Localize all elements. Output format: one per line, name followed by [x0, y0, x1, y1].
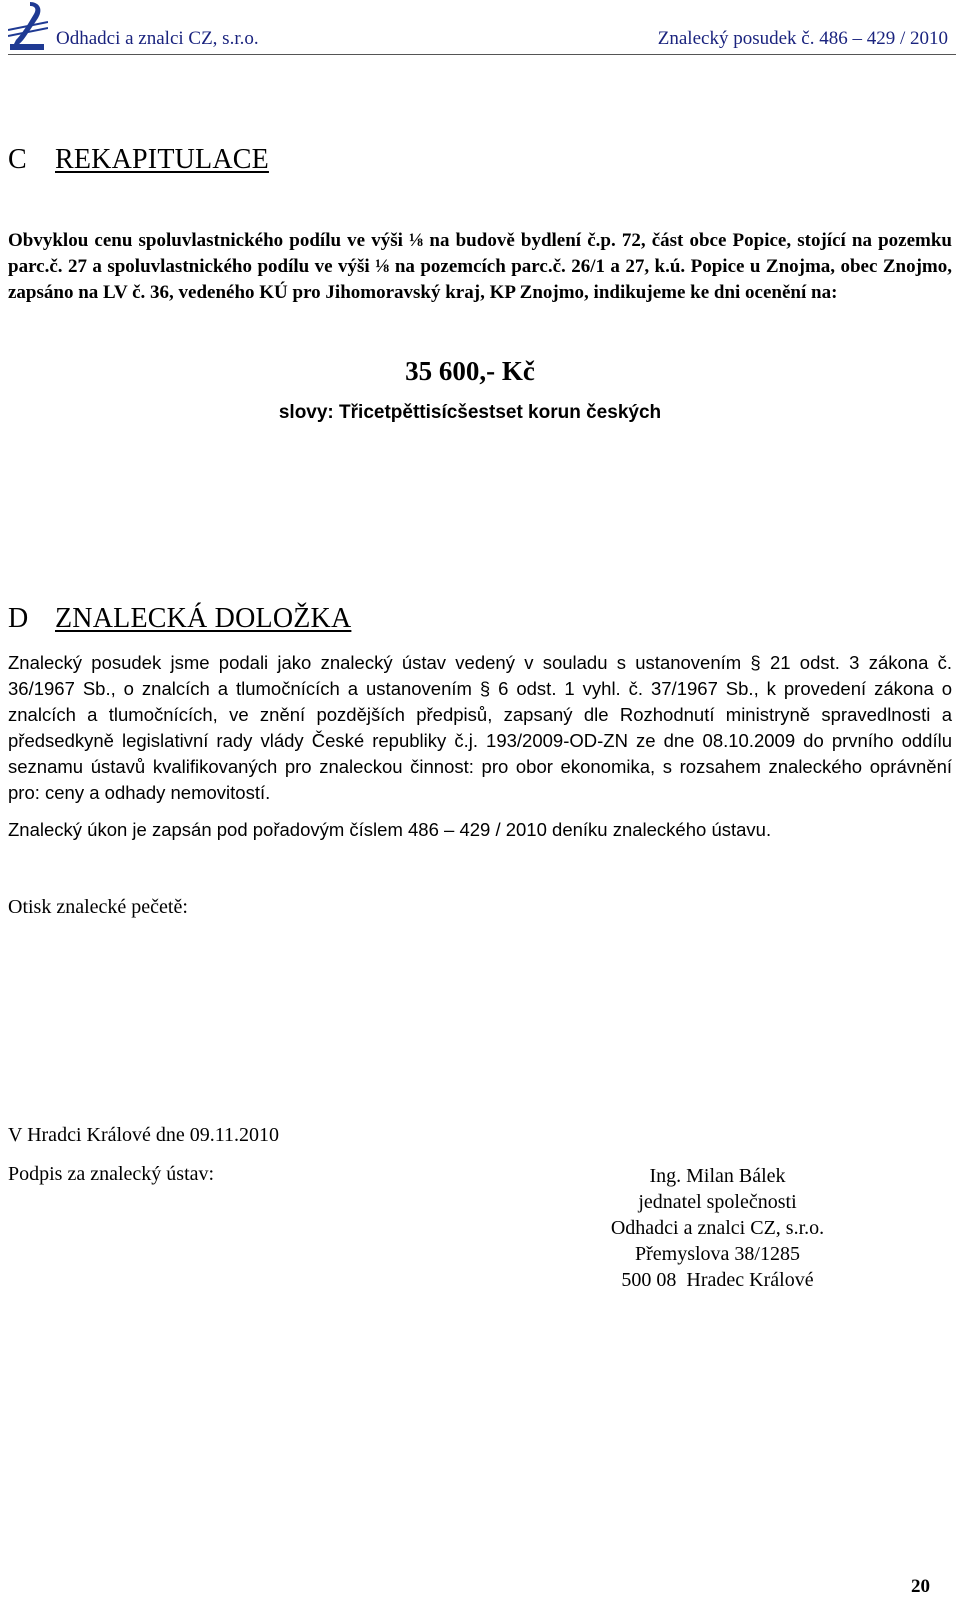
- header-report-number: Znalecký posudek č. 486 – 429 / 2010: [657, 28, 948, 49]
- valuation-price: 35 600,- Kč: [405, 356, 535, 386]
- signer-name: Ing. Milan Bálek: [649, 1165, 786, 1187]
- place-date: V Hradci Králové dne 09.11.2010: [8, 1124, 280, 1146]
- header-company: Odhadci a znalci CZ, s.r.o.: [56, 28, 259, 49]
- section-d-letter: D: [8, 603, 29, 634]
- company-logo: [8, 0, 48, 52]
- page-header: [8, 0, 956, 55]
- signature-label: Podpis za znalecký ústav:: [8, 1163, 215, 1185]
- signer-street: Přemyslova 38/1285: [635, 1243, 800, 1265]
- price-in-words: slovy: Třicetpěttisícšestset korun českých: [278, 402, 662, 423]
- recapitulation-paragraph: Obvyklou cenu spoluvlastnického podílu ve výši ⅛ na budově bydlení č.p. 72, část obce Popice, stojící na pozemku parc.č. 27 a spoluvlastnického podílu ve výši ⅛ na pozemcích parc.č. 26/1 a 27, k.ú. Popice u Znojma, obec Znojmo, zapsáno na LV č. 36, vedeného KÚ pro Jihomoravský kraj, KP Znojmo, indikujeme ke dni ocenění na:: [8, 230, 952, 303]
- signer-role: jednatel společnosti: [638, 1191, 797, 1213]
- page-number: 20: [911, 1576, 930, 1597]
- signer-block: [595, 1163, 840, 1293]
- section-c-title: REKAPITULACE: [55, 144, 269, 175]
- expert-clause-paragraph: Znalecký posudek jsme podali jako znalecký ústav vedený v souladu s ustanovením § 21 odst. 3 zákona č. 36/1967 Sb., o znalcích a tlumočnících a ustanovením § 6 odst. 1 vyhl. č. 37/1967 Sb., k provedení zákona o znalcích a tlumočnících, ve znění pozdějších předpisů, zapsaný dle Rozhodnutí ministryně spravedlnosti a předsedkyně legislativní rady vlády České republiky č.j. 193/2009-OD-ZN ze dne 08.10.2009 do prvního oddílu seznamu ústavů kvalifikovaných pro znaleckou činnost: pro obor ekonomika, s rozsahem znaleckého oprávnění pro: ceny a odhady nemovitostí.: [8, 652, 952, 803]
- signer-company: Odhadci a znalci CZ, s.r.o.: [610, 1217, 825, 1239]
- signer-city: 500 08 Hradec Králové: [621, 1269, 814, 1291]
- registration-paragraph: Znalecký úkon je zapsán pod pořadovým číslem 486 – 429 / 2010 deníku znaleckého ústavu.: [8, 819, 772, 840]
- section-d-heading: [8, 603, 351, 635]
- section-c-heading: [8, 144, 269, 176]
- stamp-label: Otisk znalecké pečetě:: [8, 896, 188, 918]
- section-d-title: ZNALECKÁ DOLOŽKA: [55, 603, 352, 634]
- section-c-letter: C: [8, 144, 27, 175]
